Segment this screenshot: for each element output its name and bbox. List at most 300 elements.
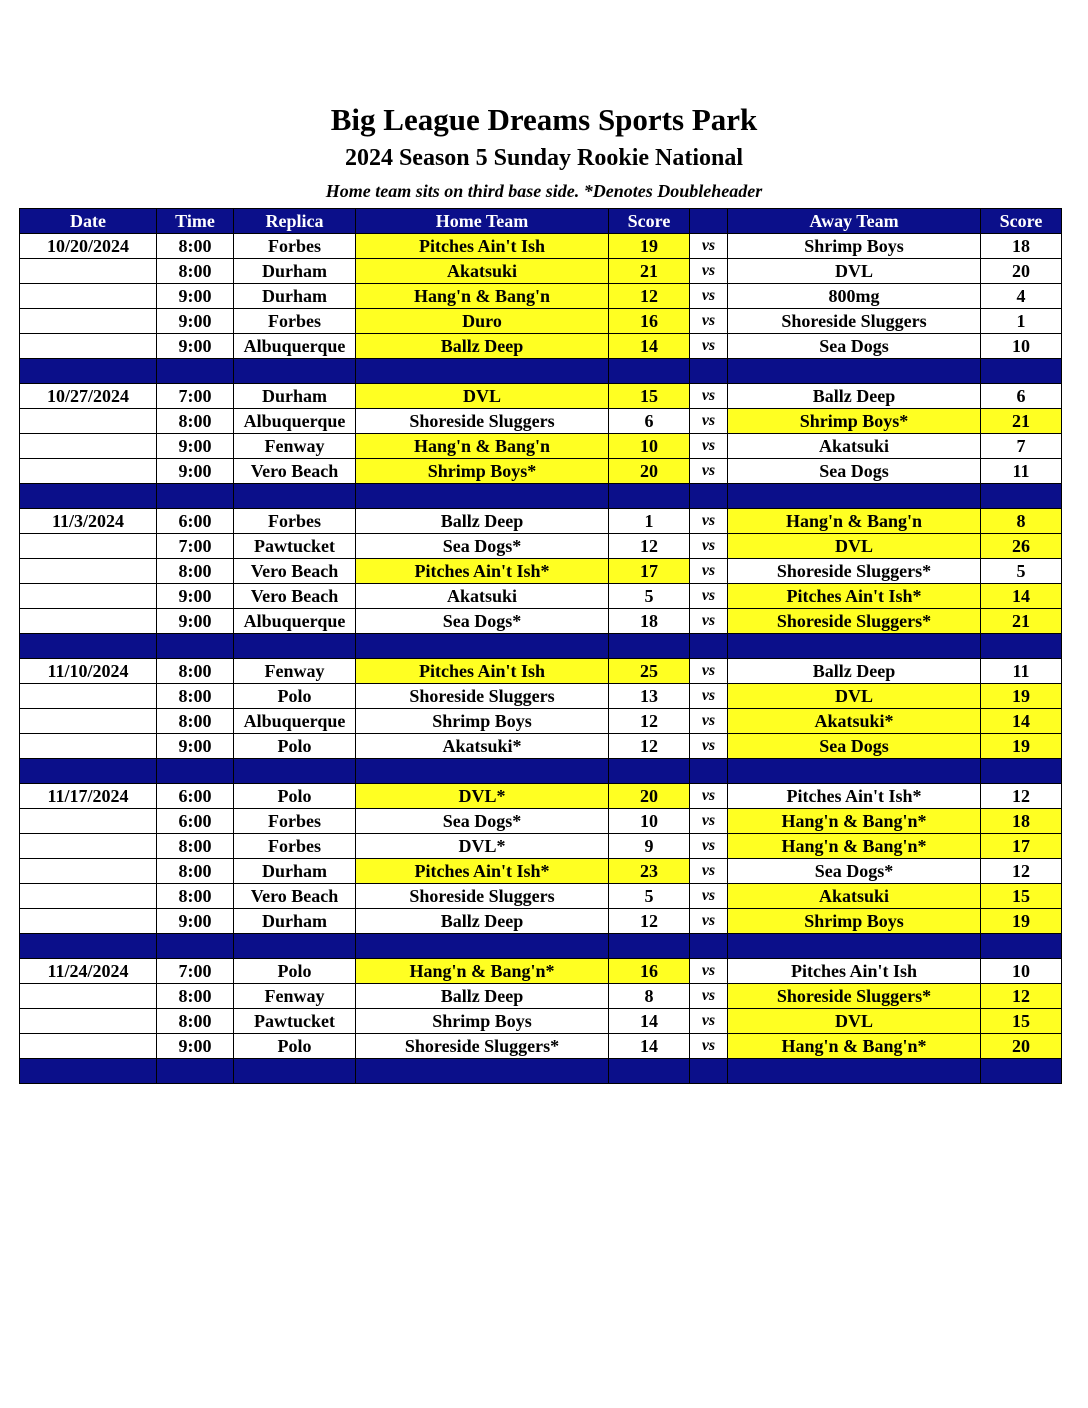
- away-score: 12: [981, 984, 1062, 1009]
- home-score: 12: [609, 709, 690, 734]
- home-score: 12: [609, 734, 690, 759]
- separator-cell: [20, 484, 157, 509]
- game-replica: Polo: [234, 684, 356, 709]
- table-header-row: [20, 209, 1062, 234]
- separator-cell: [690, 634, 728, 659]
- away-team: 800mg: [728, 284, 981, 309]
- home-team: Ballz Deep: [356, 909, 609, 934]
- game-date: [20, 709, 157, 734]
- away-score: 1: [981, 309, 1062, 334]
- game-time: 9:00: [157, 334, 234, 359]
- away-score: 8: [981, 509, 1062, 534]
- game-time: 8:00: [157, 559, 234, 584]
- vs-label: vs: [690, 784, 728, 809]
- away-score: 15: [981, 1009, 1062, 1034]
- separator-cell: [157, 934, 234, 959]
- vs-label: vs: [690, 959, 728, 984]
- separator-cell: [234, 634, 356, 659]
- away-score: 19: [981, 734, 1062, 759]
- home-score: 1: [609, 509, 690, 534]
- table-row: [20, 809, 1062, 834]
- home-team: Shoreside Sluggers: [356, 884, 609, 909]
- column-header-replica: Replica: [234, 209, 356, 234]
- away-score: 12: [981, 784, 1062, 809]
- away-team: Sea Dogs*: [728, 859, 981, 884]
- table-row: [20, 659, 1062, 684]
- away-team: DVL: [728, 1009, 981, 1034]
- game-replica: Albuquerque: [234, 334, 356, 359]
- separator-cell: [234, 1059, 356, 1084]
- game-time: 7:00: [157, 384, 234, 409]
- table-row: [20, 1009, 1062, 1034]
- away-team: Akatsuki: [728, 884, 981, 909]
- vs-label: vs: [690, 984, 728, 1009]
- week-separator-row: [20, 484, 1062, 509]
- game-time: 8:00: [157, 709, 234, 734]
- game-replica: Fenway: [234, 434, 356, 459]
- home-team: DVL*: [356, 784, 609, 809]
- game-time: 9:00: [157, 584, 234, 609]
- home-score: 13: [609, 684, 690, 709]
- home-team: Pitches Ain't Ish: [356, 234, 609, 259]
- game-replica: Forbes: [234, 834, 356, 859]
- away-score: 19: [981, 684, 1062, 709]
- game-replica: Pawtucket: [234, 534, 356, 559]
- away-score: 26: [981, 534, 1062, 559]
- home-team: Sea Dogs*: [356, 534, 609, 559]
- home-score: 16: [609, 309, 690, 334]
- separator-cell: [20, 359, 157, 384]
- separator-cell: [609, 484, 690, 509]
- away-team: DVL: [728, 534, 981, 559]
- away-team: Sea Dogs: [728, 734, 981, 759]
- away-team: Shoreside Sluggers: [728, 309, 981, 334]
- home-score: 10: [609, 434, 690, 459]
- column-header-home-score: Score: [609, 209, 690, 234]
- game-date: [20, 734, 157, 759]
- game-replica: Durham: [234, 259, 356, 284]
- game-time: 8:00: [157, 984, 234, 1009]
- home-team: Shrimp Boys*: [356, 459, 609, 484]
- away-score: 18: [981, 809, 1062, 834]
- game-date: 11/3/2024: [20, 509, 157, 534]
- home-score: 14: [609, 1034, 690, 1059]
- away-score: 12: [981, 859, 1062, 884]
- game-date: 11/24/2024: [20, 959, 157, 984]
- table-row: [20, 859, 1062, 884]
- table-row: [20, 784, 1062, 809]
- game-date: 11/10/2024: [20, 659, 157, 684]
- game-replica: Durham: [234, 384, 356, 409]
- vs-label: vs: [690, 259, 728, 284]
- separator-cell: [981, 934, 1062, 959]
- home-team: Sea Dogs*: [356, 609, 609, 634]
- away-team: Shoreside Sluggers*: [728, 984, 981, 1009]
- away-score: 10: [981, 334, 1062, 359]
- away-team: Shoreside Sluggers*: [728, 609, 981, 634]
- home-team: Sea Dogs*: [356, 809, 609, 834]
- game-time: 6:00: [157, 809, 234, 834]
- away-score: 18: [981, 234, 1062, 259]
- table-row: [20, 684, 1062, 709]
- home-team: Ballz Deep: [356, 334, 609, 359]
- table-row: [20, 509, 1062, 534]
- away-score: 10: [981, 959, 1062, 984]
- game-replica: Durham: [234, 859, 356, 884]
- game-date: [20, 809, 157, 834]
- away-team: Pitches Ain't Ish*: [728, 584, 981, 609]
- table-row: [20, 884, 1062, 909]
- away-score: 20: [981, 259, 1062, 284]
- separator-cell: [356, 634, 609, 659]
- week-separator-row: [20, 359, 1062, 384]
- game-time: 9:00: [157, 309, 234, 334]
- separator-cell: [981, 484, 1062, 509]
- away-team: Sea Dogs: [728, 334, 981, 359]
- separator-cell: [728, 484, 981, 509]
- separator-cell: [690, 934, 728, 959]
- game-date: [20, 609, 157, 634]
- separator-cell: [356, 934, 609, 959]
- game-time: 7:00: [157, 534, 234, 559]
- home-score: 14: [609, 334, 690, 359]
- away-team: Pitches Ain't Ish: [728, 959, 981, 984]
- vs-label: vs: [690, 909, 728, 934]
- page-note: Home team sits on third base side. *Denotes Doubleheader: [325, 181, 763, 201]
- table-row: [20, 559, 1062, 584]
- table-row: [20, 234, 1062, 259]
- game-replica: Vero Beach: [234, 584, 356, 609]
- home-score: 10: [609, 809, 690, 834]
- column-header-date: Date: [20, 209, 157, 234]
- away-score: 14: [981, 709, 1062, 734]
- vs-label: vs: [690, 509, 728, 534]
- separator-cell: [234, 359, 356, 384]
- away-score: 5: [981, 559, 1062, 584]
- game-date: [20, 409, 157, 434]
- table-row: [20, 1034, 1062, 1059]
- home-score: 20: [609, 784, 690, 809]
- away-team: Hang'n & Bang'n*: [728, 834, 981, 859]
- home-team: Pitches Ain't Ish: [356, 659, 609, 684]
- game-date: [20, 309, 157, 334]
- table-row: [20, 309, 1062, 334]
- separator-cell: [981, 759, 1062, 784]
- game-date: [20, 534, 157, 559]
- home-score: 17: [609, 559, 690, 584]
- home-score: 14: [609, 1009, 690, 1034]
- game-time: 7:00: [157, 959, 234, 984]
- game-date: [20, 459, 157, 484]
- column-header-vs: [690, 209, 728, 234]
- away-score: 7: [981, 434, 1062, 459]
- week-separator-row: [20, 634, 1062, 659]
- game-time: 9:00: [157, 609, 234, 634]
- home-score: 23: [609, 859, 690, 884]
- game-date: 11/17/2024: [20, 784, 157, 809]
- away-team: Pitches Ain't Ish*: [728, 784, 981, 809]
- away-score: 11: [981, 459, 1062, 484]
- table-row: [20, 434, 1062, 459]
- game-replica: Forbes: [234, 309, 356, 334]
- home-score: 15: [609, 384, 690, 409]
- home-team: Shoreside Sluggers*: [356, 1034, 609, 1059]
- home-score: 18: [609, 609, 690, 634]
- table-row: [20, 284, 1062, 309]
- game-date: [20, 284, 157, 309]
- separator-cell: [356, 1059, 609, 1084]
- home-score: 16: [609, 959, 690, 984]
- separator-cell: [690, 1059, 728, 1084]
- week-separator-row: [20, 1059, 1062, 1084]
- vs-label: vs: [690, 809, 728, 834]
- vs-label: vs: [690, 409, 728, 434]
- away-team: Shoreside Sluggers*: [728, 559, 981, 584]
- away-team: Akatsuki*: [728, 709, 981, 734]
- separator-cell: [356, 759, 609, 784]
- separator-cell: [981, 359, 1062, 384]
- game-time: 9:00: [157, 284, 234, 309]
- game-replica: Fenway: [234, 659, 356, 684]
- game-time: 8:00: [157, 1009, 234, 1034]
- vs-label: vs: [690, 609, 728, 634]
- game-date: [20, 984, 157, 1009]
- column-header-away-team: Away Team: [728, 209, 981, 234]
- vs-label: vs: [690, 234, 728, 259]
- game-replica: Forbes: [234, 809, 356, 834]
- separator-cell: [728, 359, 981, 384]
- game-replica: Vero Beach: [234, 559, 356, 584]
- separator-cell: [609, 934, 690, 959]
- game-replica: Albuquerque: [234, 409, 356, 434]
- separator-cell: [728, 934, 981, 959]
- page-header: [0, 100, 1088, 206]
- table-row: [20, 534, 1062, 559]
- table-row: [20, 709, 1062, 734]
- home-team: Ballz Deep: [356, 509, 609, 534]
- separator-cell: [609, 759, 690, 784]
- separator-cell: [609, 634, 690, 659]
- vs-label: vs: [690, 459, 728, 484]
- home-team: Ballz Deep: [356, 984, 609, 1009]
- table-row: [20, 334, 1062, 359]
- separator-cell: [356, 359, 609, 384]
- home-score: 5: [609, 884, 690, 909]
- away-team: Hang'n & Bang'n*: [728, 809, 981, 834]
- game-replica: Vero Beach: [234, 459, 356, 484]
- game-replica: Forbes: [234, 234, 356, 259]
- game-replica: Durham: [234, 284, 356, 309]
- away-team: Shrimp Boys*: [728, 409, 981, 434]
- game-time: 6:00: [157, 509, 234, 534]
- separator-cell: [609, 1059, 690, 1084]
- away-team: Shrimp Boys: [728, 909, 981, 934]
- home-team: Shoreside Sluggers: [356, 409, 609, 434]
- game-date: 10/20/2024: [20, 234, 157, 259]
- separator-cell: [234, 934, 356, 959]
- table-row: [20, 259, 1062, 284]
- game-date: [20, 859, 157, 884]
- away-team: DVL: [728, 259, 981, 284]
- game-time: 8:00: [157, 259, 234, 284]
- table-row: [20, 734, 1062, 759]
- vs-label: vs: [690, 884, 728, 909]
- home-team: Akatsuki*: [356, 734, 609, 759]
- separator-cell: [20, 759, 157, 784]
- game-date: [20, 434, 157, 459]
- vs-label: vs: [690, 559, 728, 584]
- away-team: Ballz Deep: [728, 659, 981, 684]
- home-team: Akatsuki: [356, 584, 609, 609]
- game-time: 8:00: [157, 234, 234, 259]
- column-header-home-team: Home Team: [356, 209, 609, 234]
- home-team: Shrimp Boys: [356, 1009, 609, 1034]
- game-replica: Forbes: [234, 509, 356, 534]
- game-time: 6:00: [157, 784, 234, 809]
- home-score: 12: [609, 534, 690, 559]
- schedule-body: [20, 234, 1062, 1084]
- game-date: [20, 334, 157, 359]
- away-team: Hang'n & Bang'n: [728, 509, 981, 534]
- vs-label: vs: [690, 659, 728, 684]
- game-date: [20, 1009, 157, 1034]
- home-score: 9: [609, 834, 690, 859]
- game-time: 8:00: [157, 409, 234, 434]
- game-date: [20, 684, 157, 709]
- table-row: [20, 584, 1062, 609]
- away-team: Hang'n & Bang'n*: [728, 1034, 981, 1059]
- game-time: 8:00: [157, 859, 234, 884]
- game-date: [20, 884, 157, 909]
- vs-label: vs: [690, 1034, 728, 1059]
- table-row: [20, 384, 1062, 409]
- away-team: Shrimp Boys: [728, 234, 981, 259]
- away-score: 6: [981, 384, 1062, 409]
- vs-label: vs: [690, 309, 728, 334]
- away-score: 11: [981, 659, 1062, 684]
- home-score: 12: [609, 909, 690, 934]
- home-team: Duro: [356, 309, 609, 334]
- game-date: 10/27/2024: [20, 384, 157, 409]
- table-row: [20, 834, 1062, 859]
- home-team: Pitches Ain't Ish*: [356, 859, 609, 884]
- home-team: Shrimp Boys: [356, 709, 609, 734]
- game-replica: Vero Beach: [234, 884, 356, 909]
- week-separator-row: [20, 759, 1062, 784]
- vs-label: vs: [690, 859, 728, 884]
- vs-label: vs: [690, 284, 728, 309]
- home-team: DVL: [356, 384, 609, 409]
- away-score: 14: [981, 584, 1062, 609]
- game-date: [20, 1034, 157, 1059]
- separator-cell: [690, 359, 728, 384]
- game-time: 8:00: [157, 884, 234, 909]
- game-date: [20, 559, 157, 584]
- home-team: Hang'n & Bang'n*: [356, 959, 609, 984]
- separator-cell: [20, 1059, 157, 1084]
- game-replica: Polo: [234, 959, 356, 984]
- game-time: 8:00: [157, 834, 234, 859]
- separator-cell: [690, 759, 728, 784]
- home-score: 20: [609, 459, 690, 484]
- game-time: 9:00: [157, 909, 234, 934]
- home-team: DVL*: [356, 834, 609, 859]
- separator-cell: [728, 759, 981, 784]
- home-score: 12: [609, 284, 690, 309]
- away-score: 17: [981, 834, 1062, 859]
- separator-cell: [157, 484, 234, 509]
- table-row: [20, 459, 1062, 484]
- game-time: 8:00: [157, 659, 234, 684]
- separator-cell: [356, 484, 609, 509]
- away-team: DVL: [728, 684, 981, 709]
- separator-cell: [981, 634, 1062, 659]
- away-score: 19: [981, 909, 1062, 934]
- away-score: 21: [981, 609, 1062, 634]
- game-time: 9:00: [157, 434, 234, 459]
- separator-cell: [157, 634, 234, 659]
- away-team: Sea Dogs: [728, 459, 981, 484]
- separator-cell: [157, 359, 234, 384]
- game-replica: Polo: [234, 784, 356, 809]
- home-team: Hang'n & Bang'n: [356, 434, 609, 459]
- home-team: Pitches Ain't Ish*: [356, 559, 609, 584]
- table-row: [20, 959, 1062, 984]
- separator-cell: [157, 1059, 234, 1084]
- page-title: Big League Dreams Sports Park: [330, 102, 758, 137]
- separator-cell: [728, 1059, 981, 1084]
- column-header-time: Time: [157, 209, 234, 234]
- game-replica: Polo: [234, 734, 356, 759]
- page-subtitle: 2024 Season 5 Sunday Rookie National: [344, 145, 744, 171]
- game-date: [20, 259, 157, 284]
- game-replica: Polo: [234, 1034, 356, 1059]
- week-separator-row: [20, 934, 1062, 959]
- separator-cell: [20, 634, 157, 659]
- vs-label: vs: [690, 734, 728, 759]
- table-row: [20, 984, 1062, 1009]
- game-time: 9:00: [157, 734, 234, 759]
- table-row: [20, 409, 1062, 434]
- home-score: 21: [609, 259, 690, 284]
- game-replica: Fenway: [234, 984, 356, 1009]
- home-score: 25: [609, 659, 690, 684]
- game-time: 9:00: [157, 1034, 234, 1059]
- home-team: Hang'n & Bang'n: [356, 284, 609, 309]
- vs-label: vs: [690, 834, 728, 859]
- separator-cell: [157, 759, 234, 784]
- separator-cell: [981, 1059, 1062, 1084]
- vs-label: vs: [690, 1009, 728, 1034]
- separator-cell: [609, 359, 690, 384]
- away-team: Akatsuki: [728, 434, 981, 459]
- vs-label: vs: [690, 334, 728, 359]
- vs-label: vs: [690, 434, 728, 459]
- home-team: Shoreside Sluggers: [356, 684, 609, 709]
- home-score: 19: [609, 234, 690, 259]
- separator-cell: [20, 934, 157, 959]
- schedule-table: [19, 208, 1062, 1084]
- home-score: 8: [609, 984, 690, 1009]
- away-score: 20: [981, 1034, 1062, 1059]
- game-replica: Albuquerque: [234, 709, 356, 734]
- column-header-away-score: Score: [981, 209, 1062, 234]
- game-replica: Albuquerque: [234, 609, 356, 634]
- vs-label: vs: [690, 534, 728, 559]
- separator-cell: [234, 759, 356, 784]
- separator-cell: [690, 484, 728, 509]
- table-row: [20, 909, 1062, 934]
